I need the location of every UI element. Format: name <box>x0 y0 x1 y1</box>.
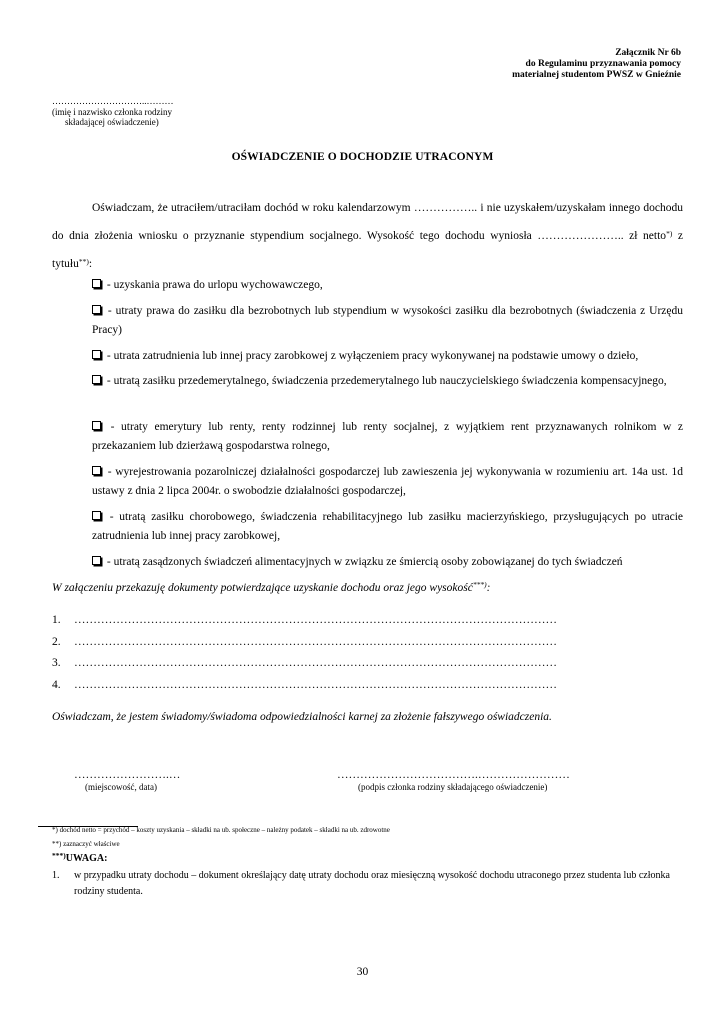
footnote-ref-1: *) <box>666 229 673 238</box>
attachments-colon: : <box>486 582 491 594</box>
list-dots[interactable]: ……………………………………………………………………………………………………………… <box>74 614 557 626</box>
option-label: - utrata zatrudnienia lub innej pracy zarobkowej z wyłączeniem pracy wykonywanej na podstawie umowy o dzieło, <box>106 350 639 362</box>
footnote-net-income: *) dochód netto = przychód – koszty uzyskania – składki na ub. społeczne – należny podatek – składki na ub. zdrowotne <box>52 826 390 834</box>
name-field <box>52 96 174 128</box>
page-number: 30 <box>356 966 369 978</box>
option-label: - utraty emerytury lub renty, renty rodzinnej lub renty socjalnej, z wyjątkiem rent przyznawanych rolnikom w z przekazaniem lub dzierżawą gospodarstwa rolnego, <box>92 421 684 452</box>
list-dots[interactable]: ……………………………………………………………………………………………………………… <box>74 678 557 691</box>
signature-label: (podpis członka rodziny składającego oświadczenie) <box>358 782 548 792</box>
list-number: 1. <box>52 614 61 626</box>
paragraph-text-3: : <box>88 258 93 270</box>
option-label: - utratą zasiłku przedemerytalnego, świadczenia przedemerytalnego lub nauczycielskiego świadczenia kompensacyjnego, <box>106 375 667 387</box>
attachments-list <box>52 614 557 700</box>
note-item <box>52 868 684 900</box>
list-item <box>52 636 557 658</box>
footnote-mark-applicable: **) zaznaczyć właściwe <box>52 840 120 848</box>
list-item <box>52 657 557 679</box>
annex-number: Załącznik Nr 6b <box>615 48 681 58</box>
list-dots[interactable]: ……………………………………………………………………………………………………………… <box>74 635 557 648</box>
option-item[interactable] <box>92 302 683 340</box>
annex-header <box>512 48 681 81</box>
footnote-ref-3: ***) <box>472 580 487 589</box>
checkbox-icon[interactable] <box>92 556 101 565</box>
checkbox-icon[interactable] <box>92 305 101 314</box>
option-item[interactable] <box>92 347 683 366</box>
name-caption-1: (imię i nazwisko członka rodziny <box>52 106 172 117</box>
annex-regulation: do Regulaminu przyznawania pomocy <box>525 59 681 69</box>
option-label: - utratą zasądzonych świadczeń alimentacyjnych w związku ze śmiercią osoby zobowiązanej do tych świadczeń <box>106 556 623 568</box>
option-label: - utratą zasiłku chorobowego, świadczenia rehabilitacyjnego lub zasiłku macierzyńskiego, przysługujących po utracie zatrudnienia lub innej pracy zarobkowej, <box>92 511 683 542</box>
place-date-label: (miejscowość, data) <box>85 782 157 792</box>
option-item[interactable] <box>92 418 683 456</box>
name-dots: …………………………..……… <box>52 96 174 106</box>
paragraph-text-1: Oświadczam, że utraciłem/utraciłam dochód w roku kalendarzowym …………….. i nie uzyskałem/uzyskałam innego dochodu do dnia złożenia wniosku o przyznanie stypendium socjalnego. Wysokość tego dochodu wyniosła ………………….. zł netto <box>52 202 683 242</box>
checkbox-icon[interactable] <box>92 350 101 359</box>
list-item <box>52 614 557 636</box>
option-item[interactable] <box>92 276 683 295</box>
list-number: 3. <box>52 657 61 669</box>
option-item[interactable] <box>92 508 683 546</box>
option-label: - wyrejestrowania pozarolniczej działalności gospodarczej lub zawieszenia jej wykonywania w rozumieniu art. 14a ust. 1d ustawy z dnia 2 lipca 2004r. o swobodzie działalności gospodarczej, <box>92 466 683 497</box>
list-item <box>52 679 557 701</box>
option-item[interactable] <box>92 553 683 572</box>
list-number: 2. <box>52 635 61 648</box>
signature-dots[interactable]: ……………………………….…………………… <box>337 769 570 781</box>
note-heading-text: UWAGA: <box>65 853 108 864</box>
list-dots[interactable]: ……………………………………………………………………………………………………………… <box>74 657 557 669</box>
annex-institution: materialnej studentom PWSZ w Gnieźnie <box>512 70 681 80</box>
note-item-number: 1. <box>52 870 60 881</box>
declaration-paragraph <box>52 194 683 278</box>
option-item[interactable] <box>92 372 683 391</box>
option-label: - utraty prawa do zasiłku dla bezrobotnych lub stypendium w wysokości zasiłku dla bezrobotnych (świadczenia z Urzędu Pracy) <box>92 305 683 336</box>
place-date-dots[interactable]: …………………….… <box>74 769 181 781</box>
checkbox-icon[interactable] <box>92 375 101 384</box>
checkbox-icon[interactable] <box>92 466 101 475</box>
document-title: OŚWIADCZENIE O DOCHODZIE UTRACONYM <box>231 151 494 163</box>
footnote-ref-2: **) <box>78 257 89 266</box>
paragraph-text-2: z tytułu <box>52 230 683 270</box>
option-item[interactable] <box>92 463 683 501</box>
note-item-text: w przypadku utraty dochodu – dokument określający datę utraty dochodu oraz miesięczną wysokość dochodu utraconego przez studenta lub członka rodziny studenta. <box>74 870 670 897</box>
note-heading <box>52 853 107 864</box>
checkbox-icon[interactable] <box>92 279 101 288</box>
name-caption-2: składającej oświadczenie) <box>65 117 159 127</box>
liability-declaration: Oświadczam, że jestem świadomy/świadoma odpowiedzialności karnej za złożenie fałszywego oświadczenia. <box>52 711 552 723</box>
option-label: - uzyskania prawa do urlopu wychowawczego, <box>106 279 323 291</box>
attachments-intro <box>52 582 490 594</box>
checkbox-icon[interactable] <box>92 511 101 520</box>
list-number: 4. <box>52 678 61 691</box>
footnote-ref-uwaga: ***) <box>52 851 66 860</box>
attachments-intro-text: W załączeniu przekazuję dokumenty potwierdzające uzyskanie dochodu oraz jego wysokość <box>52 582 473 594</box>
checkbox-icon[interactable] <box>92 421 101 430</box>
